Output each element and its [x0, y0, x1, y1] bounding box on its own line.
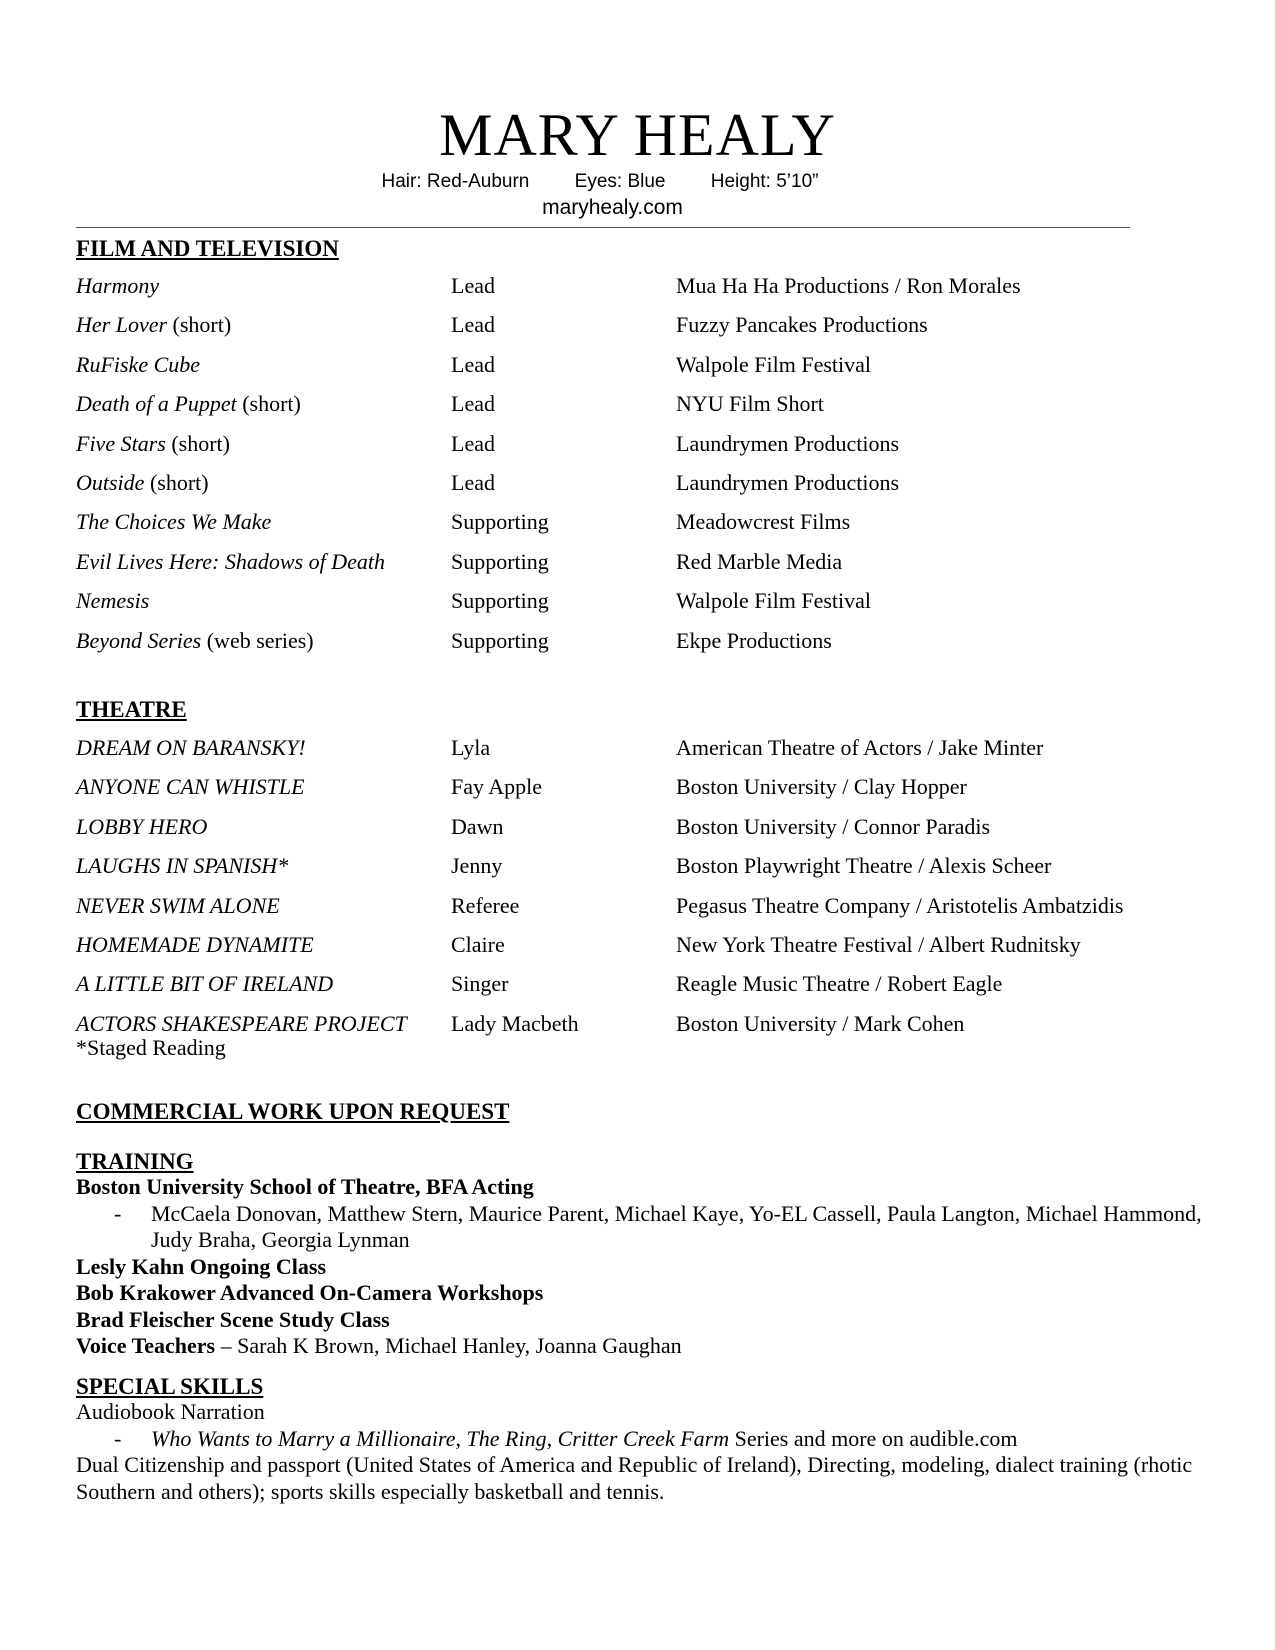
training-bu-teachers: [76, 1201, 1206, 1254]
height-stat: Height: 5’10”: [710, 171, 819, 192]
audiobook-titles: [76, 1426, 1206, 1453]
credit-company: Fuzzy Pancakes Productions: [676, 312, 928, 338]
book-separator: ,: [546, 1425, 558, 1451]
voice-label: Voice Teachers: [76, 1333, 216, 1358]
credit-title: [76, 431, 230, 457]
credit-title: NEVER SWIM ALONE: [76, 892, 280, 918]
credit-role: Lead: [451, 430, 495, 456]
film-credits: [76, 273, 1206, 667]
credit-title: [76, 509, 271, 535]
voice-separator: –: [215, 1333, 238, 1358]
training-bu: Boston University School of Theatre, BFA Acting: [76, 1174, 534, 1199]
credit-company: Boston University / Mark Cohen: [676, 1010, 965, 1036]
film-row: [76, 549, 1206, 588]
title-text: Her Lover: [76, 312, 168, 338]
book-title: The Ring: [466, 1425, 547, 1451]
bullet-dash: -: [114, 1200, 122, 1226]
film-row: [76, 628, 1206, 667]
credit-company: Boston Playwright Theatre / Alexis Scheer: [676, 853, 1052, 879]
hair-stat: Hair: Red-Auburn: [381, 171, 530, 192]
credit-company: Red Marble Media: [676, 548, 843, 574]
credit-role: Lead: [451, 391, 495, 417]
credit-company: Walpole Film Festival: [676, 588, 871, 614]
skill-other: Dual Citizenship and passport (United States of America and Republic of Ireland), Directing, modeling, dialect training (rhotic Southern and others); sports skills especially basketball and tennis.: [76, 1452, 1193, 1504]
credit-title: [76, 588, 149, 614]
credit-role: Lead: [451, 312, 495, 338]
credit-company: Boston University / Connor Paradis: [676, 813, 991, 839]
credit-role: Supporting: [451, 627, 549, 653]
commercial-heading: COMMERCIAL WORK UPON REQUEST: [76, 1099, 510, 1124]
title-text: Harmony: [76, 273, 160, 298]
film-row: [76, 509, 1206, 548]
title-text: Evil Lives Here: Shadows of Death: [76, 548, 385, 574]
title-note: (short): [236, 391, 301, 417]
books-tail: Series and more on audible.com: [729, 1425, 1018, 1451]
title-text: Beyond Series: [76, 627, 202, 653]
theatre-row: [76, 932, 1206, 971]
film-heading: FILM AND TELEVISION: [76, 236, 339, 261]
credit-title: ANYONE CAN WHISTLE: [76, 774, 305, 800]
credit-role: Dawn: [451, 813, 504, 839]
training-heading: TRAINING: [76, 1149, 194, 1174]
title-text: Five Stars: [76, 430, 166, 456]
theatre-heading: THEATRE: [76, 697, 187, 722]
credit-title: HOMEMADE DYNAMITE: [76, 931, 314, 957]
title-text: Outside: [76, 469, 145, 495]
credit-company: Reagle Music Theatre / Robert Eagle: [676, 971, 1003, 997]
website-text: maryhealy.com: [542, 196, 683, 219]
film-row: [76, 431, 1206, 470]
theatre-row: [76, 814, 1206, 853]
credit-title: [76, 470, 209, 496]
page-title: MARY HEALY: [439, 102, 836, 168]
credit-role: Lead: [451, 273, 495, 298]
training-voice: [76, 1333, 1206, 1360]
training-list: [76, 1174, 1206, 1360]
book-title: Who Wants to Marry a Millionaire: [151, 1425, 456, 1451]
training-kahn: Lesly Kahn Ongoing Class: [76, 1253, 327, 1279]
credit-company: NYU Film Short: [676, 391, 824, 417]
credit-title: [76, 312, 231, 338]
title-note: (short): [165, 430, 230, 456]
credit-role: Singer: [451, 971, 509, 997]
credit-title: [76, 391, 301, 417]
credit-title: [76, 628, 314, 654]
credit-title: LAUGHS IN SPANISH*: [76, 853, 289, 879]
theatre-row: [76, 971, 1206, 1010]
credit-company: Laundrymen Productions: [676, 469, 900, 495]
header-divider: [76, 227, 1130, 228]
book-separator: ,: [455, 1425, 467, 1451]
film-row: [76, 391, 1206, 430]
theatre-row: [76, 893, 1206, 932]
eyes-stat: Eyes: Blue: [574, 171, 666, 192]
physical-stats: [0, 170, 1200, 194]
title-note: (web series): [201, 627, 314, 653]
credit-company: Ekpe Productions: [676, 627, 832, 653]
credit-role: Claire: [451, 931, 505, 957]
title-text: Nemesis: [76, 588, 150, 614]
bullet-dash: -: [114, 1425, 122, 1451]
film-row: [76, 273, 1206, 312]
staged-reading-footnote: *Staged Reading: [76, 1035, 226, 1060]
credit-title: A LITTLE BIT OF IRELAND: [76, 971, 334, 997]
credit-role: Supporting: [451, 548, 549, 574]
credit-role: Referee: [451, 892, 520, 918]
book-title: Critter Creek Farm: [557, 1425, 730, 1451]
title-note: (short): [144, 469, 209, 495]
credit-role: Jenny: [451, 853, 503, 879]
skills-list: [76, 1399, 1206, 1505]
credit-role: Supporting: [451, 509, 549, 535]
teachers-text: McCaela Donovan, Matthew Stern, Maurice Parent, Michael Kaye, Yo-EL Cassell, Paula Langton, Michael Hammond, Judy Braha, Georgia Lynman: [151, 1200, 1202, 1252]
credit-role: Supporting: [451, 588, 549, 614]
credit-company: Mua Ha Ha Productions / Ron Morales: [676, 273, 1021, 298]
credit-title: DREAM ON BARANSKY!: [76, 735, 306, 760]
credit-title: LOBBY HERO: [76, 813, 208, 839]
credit-role: Lead: [451, 351, 495, 377]
credit-company: Walpole Film Festival: [676, 351, 871, 377]
credit-company: Laundrymen Productions: [676, 430, 900, 456]
skills-heading: SPECIAL SKILLS: [76, 1374, 264, 1399]
title-text: Death of a Puppet: [76, 391, 237, 417]
credit-company: American Theatre of Actors / Jake Minter: [676, 735, 1044, 760]
theatre-row: [76, 774, 1206, 813]
title-text: RuFiske Cube: [76, 351, 201, 377]
credit-role: Lead: [451, 469, 495, 495]
film-row: [76, 312, 1206, 351]
voice-names: Sarah K Brown, Michael Hanley, Joanna Gaughan: [237, 1333, 682, 1358]
credit-company: Meadowcrest Films: [676, 509, 851, 535]
credit-company: New York Theatre Festival / Albert Rudnitsky: [676, 931, 1081, 957]
credit-company: Pegasus Theatre Company / Aristotelis Ambatzidis: [676, 892, 1124, 918]
theatre-row: [76, 1011, 1206, 1050]
credit-role: Fay Apple: [451, 774, 543, 800]
training-fleischer: Brad Fleischer Scene Study Class: [76, 1306, 390, 1332]
training-krakower: Bob Krakower Advanced On-Camera Workshops: [76, 1280, 544, 1305]
credit-role: Lady Macbeth: [451, 1010, 579, 1036]
film-row: [76, 470, 1206, 509]
credit-title: [76, 549, 385, 575]
theatre-row: [76, 853, 1206, 892]
credit-company: Boston University / Clay Hopper: [676, 774, 967, 800]
credit-title: [76, 273, 159, 299]
film-row: [76, 588, 1206, 627]
film-row: [76, 352, 1206, 391]
credit-title: [76, 352, 200, 378]
credit-role: Lyla: [451, 735, 491, 760]
theatre-row: [76, 735, 1206, 774]
title-note: (short): [167, 312, 232, 338]
skill-audiobook: Audiobook Narration: [76, 1399, 265, 1424]
theatre-credits: [76, 735, 1206, 1050]
title-text: The Choices We Make: [76, 509, 272, 535]
credit-title: ACTORS SHAKESPEARE PROJECT: [76, 1010, 407, 1036]
